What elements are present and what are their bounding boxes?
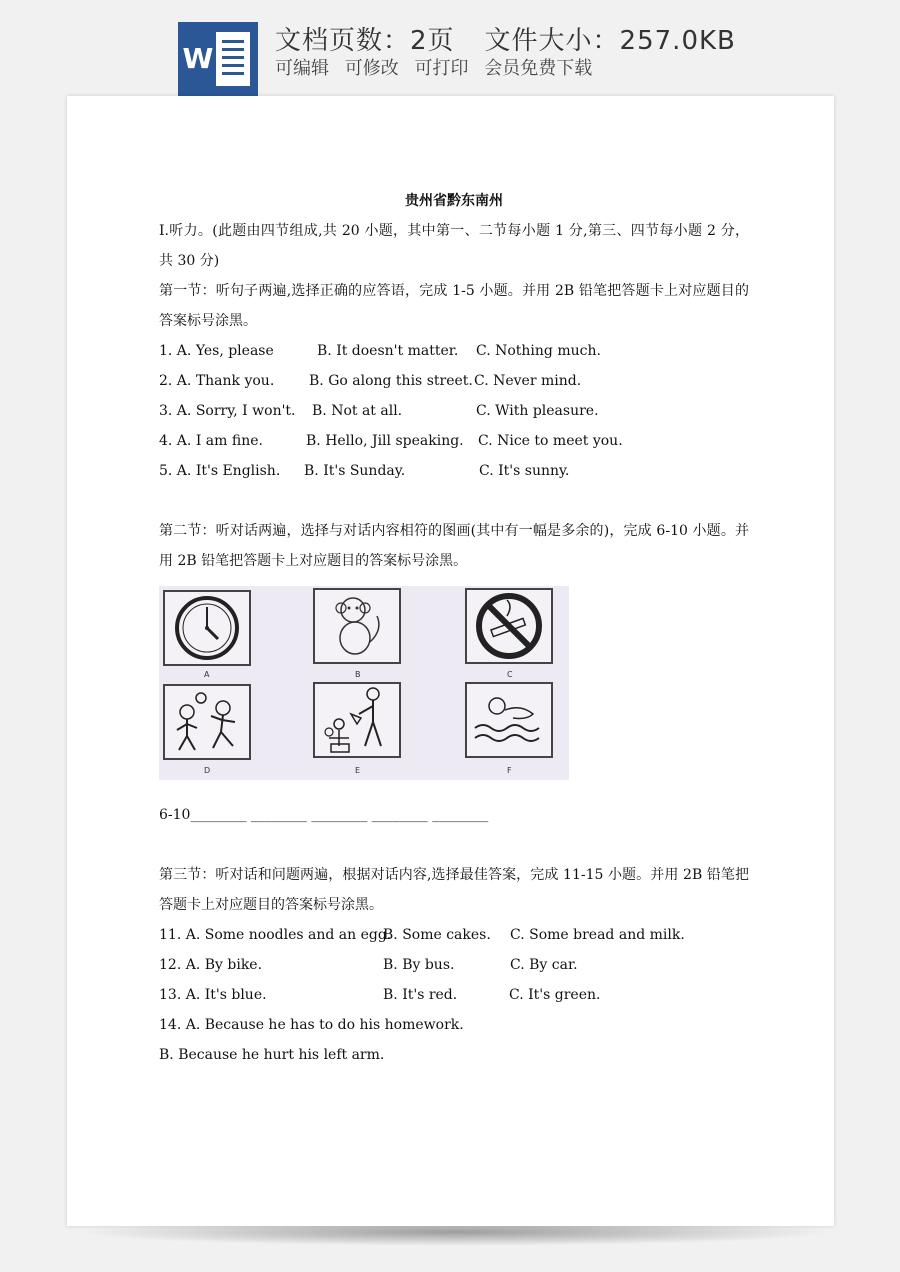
option-c: C. By car. <box>510 957 578 973</box>
picture-label-f: F <box>507 766 512 775</box>
monkey-icon <box>315 590 399 662</box>
file-size: 文件大小：257.0KB <box>484 26 736 56</box>
option-b: B. Not at all. <box>312 403 403 419</box>
option-a: 5. A. It's English. <box>159 463 281 479</box>
feature-member-download: 会员免费下载 <box>484 58 593 79</box>
picture-no-smoking <box>465 588 553 664</box>
picture-label-b: B <box>355 670 361 679</box>
option-c: C. Never mind. <box>474 373 582 389</box>
option-a: 4. A. I am fine. <box>159 433 263 449</box>
picture-label-d: D <box>204 766 211 775</box>
section3-question-list <box>159 920 749 1070</box>
section1-question-list <box>159 336 749 486</box>
question-row <box>159 336 749 366</box>
picture-playing-football <box>163 684 251 760</box>
swimming-icon <box>467 684 551 756</box>
picture-monkey <box>313 588 401 664</box>
option-c: C. It's sunny. <box>479 463 570 479</box>
watering-flowers-icon <box>315 684 399 756</box>
option-b: B. Some cakes. <box>383 927 491 943</box>
option-c: C. Some bread and milk. <box>510 927 685 943</box>
feature-editable: 可编辑 <box>275 58 329 79</box>
question-row <box>159 980 749 1010</box>
option-b: B. Hello, Jill speaking. <box>306 433 464 449</box>
listening-pictures <box>159 586 569 780</box>
picture-label-a: A <box>204 670 210 679</box>
page-count: 文档页数：2页 <box>275 26 455 56</box>
download-banner <box>0 0 900 96</box>
question-row <box>159 920 749 950</box>
option-a: 12. A. By bike. <box>159 957 263 973</box>
question-row <box>159 1010 749 1040</box>
option-c: C. It's green. <box>509 987 601 1003</box>
question-row <box>159 456 749 486</box>
option-c: C. With pleasure. <box>476 403 599 419</box>
option-b: B. It's Sunday. <box>304 463 406 479</box>
section3-intro: 第三节：听对话和问题两遍，根据对话内容,选择最佳答案，完成 11-15 小题。并用 2B 铅笔把答题卡上对应题目的答案标号涂黑。 <box>159 867 749 913</box>
option-b: B. It doesn't matter. <box>317 343 459 359</box>
option-a: 1. A. Yes, please <box>159 343 274 359</box>
question-row <box>159 396 749 426</box>
feature-list <box>275 54 602 80</box>
part1-intro: I.听力。(此题由四节组成,共 20 小题，其中第一、二节每小题 1 分,第三、四节每小题 2 分，共 30 分) <box>159 223 749 269</box>
word-logo-letter: W <box>182 42 214 75</box>
picture-watering-flowers <box>313 682 401 758</box>
section2-intro: 第二节：听对话两遍，选择与对话内容相符的图画(其中有一幅是多余的)，完成 6-10 小题。并用 2B 铅笔把答题卡上对应题目的答案标号涂黑。 <box>159 523 749 569</box>
picture-label-c: C <box>507 670 513 679</box>
option-b: B. Because he hurt his left arm. <box>159 1047 385 1063</box>
no-smoking-icon <box>467 590 551 662</box>
question-row <box>159 366 749 396</box>
question-row <box>159 426 749 456</box>
option-c: C. Nothing much. <box>476 343 601 359</box>
question-row <box>159 950 749 980</box>
option-a: 14. A. Because he has to do his homework. <box>159 1017 464 1033</box>
picture-clock <box>163 590 251 666</box>
option-a: 2. A. Thank you. <box>159 373 275 389</box>
document-title: 贵州省黔东南州 <box>405 193 503 209</box>
feature-printable: 可打印 <box>414 58 469 79</box>
answer-blanks-6-10: 6-10________ ________ ________ ________ ________ <box>159 807 489 823</box>
option-b: B. Go along this street. <box>309 373 473 389</box>
option-a: 3. A. Sorry, I won't. <box>159 403 296 419</box>
clock-icon <box>165 592 249 664</box>
document-content <box>159 186 749 1070</box>
option-c: C. Nice to meet you. <box>478 433 623 449</box>
option-b: B. It's red. <box>383 987 458 1003</box>
question-row <box>159 1040 749 1070</box>
picture-label-e: E <box>355 766 361 775</box>
option-b: B. By bus. <box>383 957 455 973</box>
option-a: 11. A. Some noodles and an egg. <box>159 927 392 943</box>
document-page <box>67 96 834 1226</box>
picture-swimming <box>465 682 553 758</box>
word-document-icon <box>178 22 258 96</box>
document-stats <box>275 20 736 57</box>
option-a: 13. A. It's blue. <box>159 987 267 1003</box>
football-kids-icon <box>165 686 249 758</box>
section1-intro: 第一节：听句子两遍,选择正确的应答语，完成 1-5 小题。并用 2B 铅笔把答题卡上对应题目的答案标号涂黑。 <box>159 283 749 329</box>
feature-modifiable: 可修改 <box>344 58 399 79</box>
